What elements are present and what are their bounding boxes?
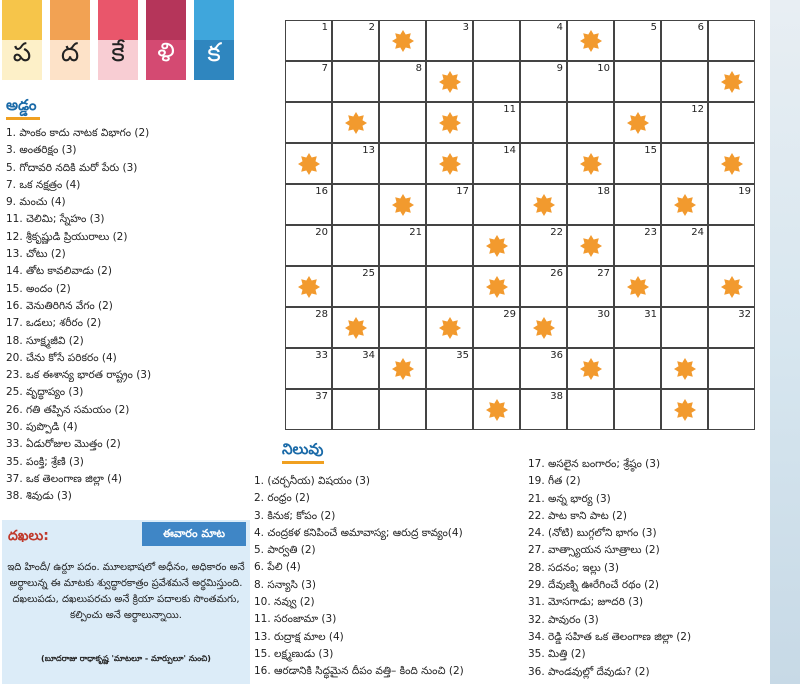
grid-cell[interactable] [332, 225, 379, 266]
cell-number: 25 [362, 268, 375, 279]
title-char-2: ద [60, 38, 80, 68]
grid-cell[interactable] [285, 307, 332, 348]
down-clue: 4. చంద్రకళ కనిపించే అమావాస్య; ఆరుద్ర కావ్యం(4) [254, 526, 463, 539]
grid-cell[interactable] [661, 307, 708, 348]
grid-cell[interactable] [285, 102, 332, 143]
cell-number: 4 [556, 22, 563, 33]
across-clue: 15. అందం (2) [6, 282, 71, 295]
word-heading: దఖలు: [8, 528, 49, 544]
sun-icon [392, 358, 414, 380]
grid-cell[interactable] [661, 389, 708, 430]
sun-icon [721, 276, 743, 298]
grid-cell[interactable] [426, 225, 473, 266]
grid-cell[interactable] [520, 307, 567, 348]
down-clue: 8. సన్యాసి (3) [254, 578, 317, 591]
grid-cell[interactable] [567, 20, 614, 61]
grid-cell[interactable] [567, 143, 614, 184]
cell-number: 6 [697, 22, 704, 33]
grid-cell[interactable] [332, 102, 379, 143]
grid-cell[interactable] [661, 61, 708, 102]
sun-icon [627, 112, 649, 134]
grid-cell[interactable] [708, 20, 755, 61]
down-clue: 11. సరంజామా (3) [254, 613, 337, 626]
puzzle-title [2, 0, 240, 80]
sun-icon [580, 30, 602, 52]
word-explanation: ఇది హిందీ/ ఉర్దూ పదం. మూలభాషలో అధీనం, అధికారం అనే అర్థాలున్న ఈ మాటకు శ్వుద్ధారకాత్రం ప్రవేశమనే అర్థమిస్తుంది. దఖలుపడు, దఖలుపరచు అనే క్రియా పదాలకు సొంతమగు, కల్పించు అనే అర్థాలున్నాయి. [7, 562, 245, 621]
grid-cell[interactable] [708, 143, 755, 184]
grid-cell[interactable] [708, 102, 755, 143]
cell-number: 22 [550, 227, 563, 238]
grid-cell[interactable] [285, 184, 332, 225]
grid-cell[interactable] [332, 307, 379, 348]
cell-number: 31 [644, 309, 657, 320]
grid-cell[interactable] [520, 225, 567, 266]
cell-number: 36 [550, 350, 563, 361]
grid-cell[interactable] [379, 61, 426, 102]
grid-cell[interactable] [520, 61, 567, 102]
sun-icon [345, 317, 367, 339]
grid-cell[interactable] [285, 389, 332, 430]
background-strip [770, 0, 800, 684]
across-heading: అడ్డం [6, 96, 37, 114]
title-tile-2 [50, 0, 90, 80]
sun-icon [674, 358, 696, 380]
down-clue: 19. గీత (2) [528, 475, 581, 488]
grid-cell[interactable] [661, 225, 708, 266]
cell-number: 16 [315, 186, 328, 197]
grid-cell[interactable] [285, 20, 332, 61]
title-tile-3 [98, 0, 138, 80]
cell-number: 33 [315, 350, 328, 361]
grid-cell[interactable] [473, 389, 520, 430]
sun-icon [674, 399, 696, 421]
cell-number: 19 [738, 186, 751, 197]
sun-icon [486, 399, 508, 421]
across-clue: 16. వెనుతిరిగిన వేగం (2) [6, 299, 113, 312]
grid-cell[interactable] [426, 61, 473, 102]
grid-cell[interactable] [379, 225, 426, 266]
cell-number: 11 [503, 104, 516, 115]
grid-cell[interactable] [614, 143, 661, 184]
cell-number: 20 [315, 227, 328, 238]
grid-cell[interactable] [285, 61, 332, 102]
cell-number: 10 [597, 63, 610, 74]
grid-cell[interactable] [661, 102, 708, 143]
title-char-4: ళి [157, 38, 175, 68]
across-clue: 7. ఒక నక్షత్రం (4) [6, 178, 81, 191]
across-clue: 9. మంచు (4) [6, 196, 66, 209]
grid-cell[interactable] [426, 102, 473, 143]
cell-number: 5 [650, 22, 657, 33]
cell-number: 26 [550, 268, 563, 279]
down-clue: 2. రంధ్రం (2) [254, 492, 310, 505]
across-clue: 37. ఒక తెలంగాణ జిల్లా (4) [6, 472, 123, 485]
down-clue: 13. రుద్రాక్ష మాల (4) [254, 630, 344, 643]
cell-number: 8 [415, 63, 422, 74]
down-clue: 29. దేవుణ్ని ఊరేగించే రథం (2) [528, 579, 660, 592]
grid-cell[interactable] [285, 266, 332, 307]
grid-cell[interactable] [614, 102, 661, 143]
grid-cell[interactable] [661, 143, 708, 184]
down-clue: 32. పావురం (3) [528, 613, 599, 626]
sun-icon [674, 194, 696, 216]
sun-icon [486, 235, 508, 257]
grid-cell[interactable] [473, 184, 520, 225]
down-clue: 5. పార్వతి (2) [254, 544, 316, 557]
grid-cell[interactable] [567, 225, 614, 266]
grid-cell[interactable] [567, 348, 614, 389]
grid-cell[interactable] [379, 102, 426, 143]
grid-cell[interactable] [473, 61, 520, 102]
title-tile-5 [194, 0, 234, 80]
sun-icon [439, 153, 461, 175]
down-clue: 24. (నోటి) బుగ్గలోని భాగం (3) [528, 527, 657, 540]
grid-cell[interactable] [285, 143, 332, 184]
sun-icon [392, 194, 414, 216]
across-clue: 30. పుప్పొడి (4) [6, 421, 78, 434]
grid-cell[interactable] [426, 266, 473, 307]
across-clue: 14. తోట కావలివాడు (2) [6, 265, 112, 278]
cell-number: 24 [691, 227, 704, 238]
grid-cell[interactable] [567, 184, 614, 225]
across-underline [6, 117, 40, 120]
sun-icon [533, 194, 555, 216]
grid-cell[interactable] [426, 184, 473, 225]
across-clue: 17. ఒడలు; శరీరం (2) [6, 317, 102, 330]
grid-cell[interactable] [426, 20, 473, 61]
sun-icon [721, 71, 743, 93]
grid-cell[interactable] [614, 389, 661, 430]
grid-cell[interactable] [332, 348, 379, 389]
grid-cell[interactable] [708, 307, 755, 348]
across-clue: 25. వృద్ధాప్యం (3) [6, 386, 84, 399]
across-clue: 18. సూక్ష్మజీవి (2) [6, 334, 84, 347]
grid-cell[interactable] [614, 61, 661, 102]
grid-cell[interactable] [708, 61, 755, 102]
grid-cell[interactable] [332, 389, 379, 430]
cell-number: 30 [597, 309, 610, 320]
grid-cell[interactable] [567, 389, 614, 430]
grid-cell[interactable] [708, 266, 755, 307]
crossword-grid [285, 20, 755, 430]
grid-cell[interactable] [520, 184, 567, 225]
grid-cell[interactable] [473, 348, 520, 389]
grid-cell[interactable] [379, 389, 426, 430]
sun-icon [580, 153, 602, 175]
cell-number: 28 [315, 309, 328, 320]
grid-cell[interactable] [285, 348, 332, 389]
sun-icon [439, 317, 461, 339]
grid-cell[interactable] [332, 266, 379, 307]
grid-cell[interactable] [708, 348, 755, 389]
cell-number: 1 [321, 22, 328, 33]
grid-cell[interactable] [614, 266, 661, 307]
sun-icon [533, 317, 555, 339]
down-underline [282, 461, 324, 464]
cell-number: 13 [362, 145, 375, 156]
grid-cell[interactable] [520, 389, 567, 430]
word-source: (బూదరాజు రాధాకృష్ణ 'మాటలూ - మార్పులూ' నుంచి) [41, 654, 211, 663]
down-clue: 27. వాత్స్యాయన సూత్రాలు (2) [528, 544, 660, 557]
cell-number: 23 [644, 227, 657, 238]
down-clue: 6. పేలి (4) [254, 561, 301, 574]
across-clue: 5. గోదావరి నదికి మరో పేరు (3) [6, 161, 138, 174]
grid-cell[interactable] [708, 184, 755, 225]
cell-number: 12 [691, 104, 704, 115]
grid-cell[interactable] [379, 266, 426, 307]
down-clue: 31. మోసగాడు; జూదరి (3) [528, 596, 644, 609]
grid-cell[interactable] [708, 225, 755, 266]
grid-cell[interactable] [473, 307, 520, 348]
across-clue: 13. చోటు (2) [6, 248, 66, 261]
across-clues [6, 125, 151, 506]
grid-cell[interactable] [520, 102, 567, 143]
cell-number: 7 [321, 63, 328, 74]
across-clue: 26. గతి తప్పిన సమయం (2) [6, 403, 130, 416]
across-clue: 35. పంక్తి; శ్రేణి (3) [6, 455, 84, 468]
down-clue: 17. అసలైన బంగారం; శ్రేష్ఠం (3) [528, 458, 661, 470]
title-tile-1 [2, 0, 42, 80]
grid-cell[interactable] [567, 266, 614, 307]
cell-number: 18 [597, 186, 610, 197]
sun-icon [298, 276, 320, 298]
grid-cell[interactable] [426, 389, 473, 430]
grid-cell[interactable] [661, 266, 708, 307]
grid-cell[interactable] [426, 348, 473, 389]
cell-number: 35 [456, 350, 469, 361]
cell-number: 38 [550, 391, 563, 402]
grid-cell[interactable] [332, 184, 379, 225]
grid-cell[interactable] [332, 143, 379, 184]
down-clue: 15. లక్ష్మణుడు (3) [254, 647, 334, 660]
sun-icon [298, 153, 320, 175]
grid-cell[interactable] [379, 20, 426, 61]
cell-number: 34 [362, 350, 375, 361]
down-clue: 36. పాండవుల్లో దేవుడు? (2) [528, 665, 650, 678]
cell-number: 32 [738, 309, 751, 320]
grid-cell[interactable] [520, 143, 567, 184]
word-of-week-badge: ఈవారం మాట [142, 522, 246, 546]
down-clues-column-2 [528, 456, 691, 681]
down-clue: 35. మిత్తి (2) [528, 648, 586, 661]
cell-number: 37 [315, 391, 328, 402]
grid-cell[interactable] [379, 143, 426, 184]
title-char-1: ప [12, 38, 32, 68]
sun-icon [486, 276, 508, 298]
grid-cell[interactable] [473, 102, 520, 143]
cell-number: 9 [556, 63, 563, 74]
grid-cell[interactable] [473, 225, 520, 266]
sun-icon [580, 358, 602, 380]
grid-cell[interactable] [473, 266, 520, 307]
down-heading: నిలువు [282, 440, 324, 458]
grid-cell[interactable] [379, 307, 426, 348]
down-clue: 10. నవ్వు (2) [254, 596, 315, 609]
grid-cell[interactable] [614, 307, 661, 348]
grid-cell[interactable] [567, 307, 614, 348]
cell-number: 29 [503, 309, 516, 320]
sun-icon [439, 112, 461, 134]
across-clue: 11. చెలిమి; స్నేహం (3) [6, 213, 105, 226]
grid-cell[interactable] [567, 102, 614, 143]
grid-cell[interactable] [520, 348, 567, 389]
across-clue: 33. ఏడురోజుల మొత్తం (2) [6, 438, 121, 451]
across-clue: 23. ఒక ఈశాన్య భారత రాష్ట్రం (3) [6, 369, 152, 382]
sun-icon [627, 276, 649, 298]
down-clue: 1. (చర్చనీయ) విషయం (3) [254, 475, 371, 487]
title-tile-4 [146, 0, 186, 80]
down-clue: 22. పాట కాని పాట (2) [528, 509, 627, 522]
grid-cell[interactable] [379, 348, 426, 389]
grid-cell[interactable] [332, 61, 379, 102]
sun-icon [721, 153, 743, 175]
grid-cell[interactable] [426, 307, 473, 348]
down-clue: 16. ఆరడానికి సిద్ధమైన దీపం వత్తి– కింది నుంచి (2) [254, 665, 464, 678]
grid-cell[interactable] [661, 348, 708, 389]
grid-cell[interactable] [379, 184, 426, 225]
cell-number: 27 [597, 268, 610, 279]
grid-cell[interactable] [520, 266, 567, 307]
grid-cell[interactable] [661, 20, 708, 61]
grid-cell[interactable] [520, 20, 567, 61]
title-char-5: క [207, 38, 221, 68]
down-clue: 34. రెడ్డి సహిత ఒక తెలంగాణ జిల్లా (2) [528, 630, 692, 643]
across-clue: 1. పాంకం కాదు నాటక విభాగం (2) [6, 127, 150, 139]
grid-cell[interactable] [473, 20, 520, 61]
across-clue: 38. శివుడు (3) [6, 490, 72, 503]
cell-number: 2 [368, 22, 375, 33]
sun-icon [580, 235, 602, 257]
sun-icon [392, 30, 414, 52]
grid-cell[interactable] [614, 225, 661, 266]
grid-cell[interactable] [567, 61, 614, 102]
sun-icon [345, 112, 367, 134]
cell-number: 15 [644, 145, 657, 156]
sun-icon [439, 71, 461, 93]
grid-cell[interactable] [661, 184, 708, 225]
grid-cell[interactable] [426, 143, 473, 184]
grid-cell[interactable] [332, 20, 379, 61]
cell-number: 14 [503, 145, 516, 156]
across-clue: 12. శ్రీకృష్ణుడి ప్రియురాలు (2) [6, 230, 128, 243]
grid-cell[interactable] [708, 389, 755, 430]
across-clue: 3. అంతరిక్షం (3) [6, 144, 77, 157]
cell-number: 21 [409, 227, 422, 238]
down-clue: 21. అన్న భార్య (3) [528, 492, 611, 505]
grid-cell[interactable] [473, 143, 520, 184]
grid-cell[interactable] [285, 225, 332, 266]
grid-cell[interactable] [614, 348, 661, 389]
cell-number: 17 [456, 186, 469, 197]
down-clue: 3. కినుక; కోపం (2) [254, 509, 336, 522]
grid-cell[interactable] [614, 20, 661, 61]
grid-cell[interactable] [614, 184, 661, 225]
down-clue: 28. సదనం; ఇల్లు (3) [528, 561, 619, 574]
title-char-3: కే [111, 38, 125, 68]
down-clues-column-1 [254, 473, 464, 681]
cell-number: 3 [462, 22, 469, 33]
across-clue: 20. చేను కోసే పరికరం (4) [6, 351, 117, 364]
